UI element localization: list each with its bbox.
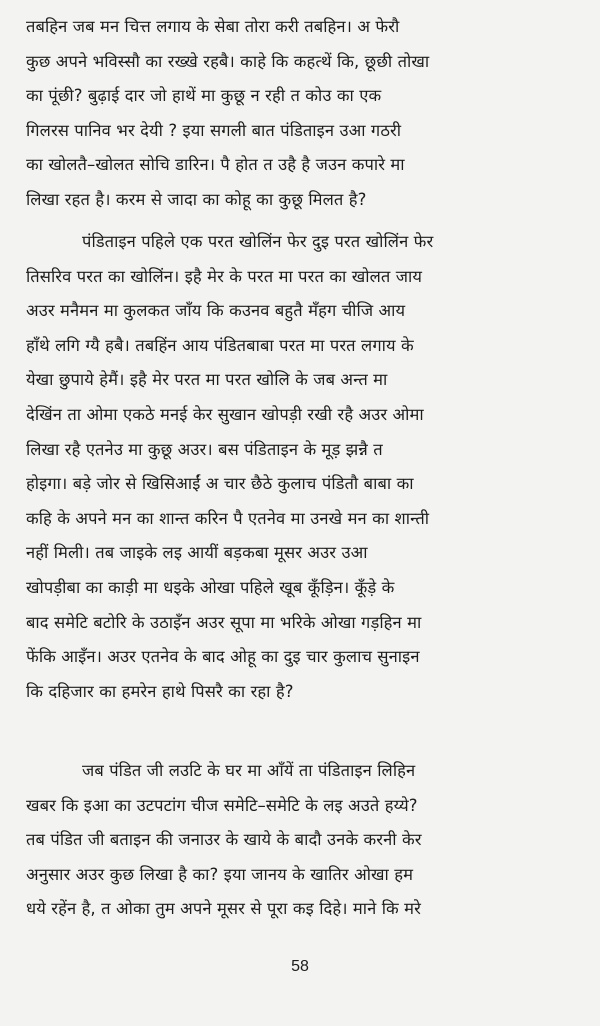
text-line: लिखा रहै एतनेउ मा कुछू अउर। बस पंडिताइन के मूड़ झन्नै त (26, 439, 383, 459)
text-line: जब पंडित जी लउटि के घर मा आँयें ता पंडिताइन लिहिन (82, 761, 416, 780)
text-line: हाँथे लगि ग्यै हबै। तबहिंन आय पंडितबाबा परत मा परत लगाय के (26, 335, 414, 355)
text-line: होइगा। बड़े जोर से खिसिआईं अ चार छैठे कुलाच पंडितौ बाबा का (26, 474, 414, 494)
text-line: तबहिन जब मन चित्त लगाय के सेबा तोरा करी तबहिन। अ फेरौ (26, 17, 400, 36)
text-line: फेंकि आइँन। अउर एतनेव के बाद ओहू का दुइ चार कुलाच सुनाइन (26, 647, 420, 667)
text-line: देखिंन ता ओमा एकठे मनई केर सुखान खोपड़ी रखी रहै अउर ओमा (26, 404, 424, 424)
text-line: कहि के अपने मन का शान्त करिन पै एतनेव मा उनखे मन का शान्ती (26, 508, 430, 528)
text-line: का पूंछी? बुढ़ाई दार जो हाथें मा कुछू न रही त कोउ का एक (26, 86, 382, 106)
text-line: लिखा रहत है। करम से जादा का कोहू का कुछू मिलत है? (26, 189, 367, 209)
text-line: का खोलतै–खोलत सोचि डारिन। पै होत त उहै है जउन कपारे मा (26, 155, 405, 175)
text-line: गिलरस पानिव भर देयी ? इया सगली बात पंडिताइन उआ गठरी (26, 120, 402, 140)
paragraph-2 (26, 225, 582, 709)
text-line: अउर मनैमन मा कुलकत जाँय कि कउनव बहुतै मँहग चीजि आय (26, 301, 406, 321)
text-line: तब पंडित जी बताइन की जनाउर के खाये के बादौ उनके करनी केर (26, 830, 422, 850)
text-line: बाद समेटि बटोरि के उठाइँन अउर सूपा मा भरिके ओखा गड़हिन मा (26, 612, 422, 632)
text-line: अनुसार अउर कुछ लिखा है का? इया जानय के खातिर ओखा हम (26, 864, 414, 884)
text-line: येखा छुपाये हेमैं। इहै मेर परत मा परत खोलि के जब अन्त मा (26, 370, 388, 390)
text-line: नहीं मिली। तब जाइके लइ आयीं बड़कबा मूसर अउर उआ (26, 543, 368, 563)
text-line: कुछ अपने भविस्सौ का रख्खे रहबै। काहे कि कहत्थें कि, छूछी तोखा (26, 51, 430, 71)
paragraph-1 (26, 10, 582, 218)
text-line: पंडिताइन पहिले एक परत खोलिंन फेर दुइ परत खोलिंन फेर (82, 232, 434, 251)
text-line: धये रहेंन है, त ओका तुम अपने मूसर से पूरा कइ दिहे। माने कि मरे (26, 899, 421, 919)
text-line: खोपड़ीबा का काड़ी मा धइके ओखा पहिले खूब कूँड़िन। कूँड़े के (26, 577, 395, 597)
page-number: 58 (291, 958, 309, 975)
text-line: खबर कि इआ का उटपटांग चीज समेटि–समेटि के लइ अउते हय्ये? (26, 795, 418, 815)
text-line: कि दहिजार का हमरेन हाथे पिसरै का रहा है? (26, 681, 294, 701)
paragraph-3 (26, 754, 582, 927)
text-line: तिसरिव परत का खोलिंन। इहै मेर के परत मा परत का खोलत जाय (26, 266, 423, 286)
